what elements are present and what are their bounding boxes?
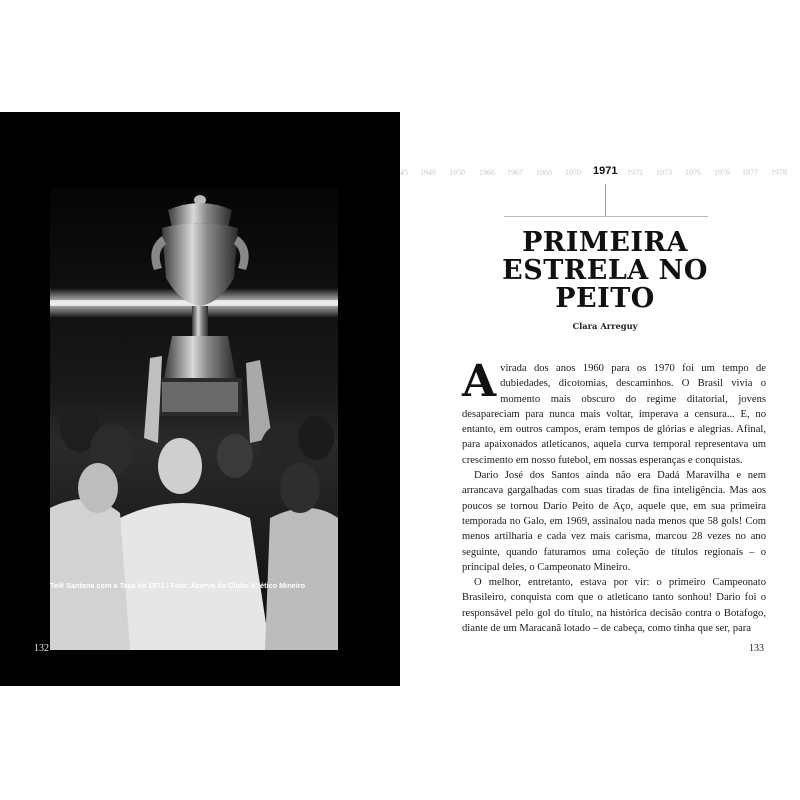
paragraph: Dario José dos Santos ainda não era Dadá Maravilha e nem arrancava gargalhadas com suas tiradas de fina inteligência. Mas aos poucos se tornou Dario Peito de Aço, aquele que, em sua primeira temporada no Galo, em 1969, assinalou nada menos que 58 gols! Com menos artilharia e cada vez mais carisma, marcou 28 vezes no ano seguinte, quando faturamos uma coleção de títulos regionais – o principal deles, o Campeonato Mineiro. [462,470,766,573]
headline-line: PEITO [555,283,655,314]
paragraph: O melhor, entretanto, estava por vir: o primeiro Campeonato Brasileiro, conquista com que o atleticano tanto sonhou! Dario foi o responsável pelo gol do título, na histórica decisão contra o Botafogo, diante de um Maracanã lotado – de cabeça, como tinha que ser, para [462,577,766,635]
article-headline [470,229,740,313]
timeline-year: 1973 [656,168,672,177]
timeline-year: 1950 [449,168,465,177]
drop-cap: A [462,356,497,407]
timeline-year: 45 [400,168,408,177]
timeline-year: 1978 [771,168,787,177]
headline-line: PRIMEIRA [522,227,688,258]
paragraph-text: virada dos anos 1960 para os 1970 foi um tempo de dubiedades, dicotomias, descaminhos. O Brasil vivia o momento mais obscuro do regime ditatorial, jovens desapareciam para nunca mais voltar, imperava a censura... E, no entanto, em outros campos, eram tempos de glórias e alegrias. Afinal, para apaixonados atleticanos, aquela curva temporal representava um crescimento em nosso futebol, em nossas esperanças e conquistas. [462,363,766,466]
headline-line: ESTRELA NO [502,255,708,286]
author-byline: Clara Arreguy [572,321,638,331]
timeline-year: 1966 [479,168,495,177]
left-page [0,112,400,686]
timeline-year: 1977 [742,168,758,177]
divider-rule [504,216,708,217]
paragraph [462,356,766,468]
timeline-year: 1968 [536,168,552,177]
timeline-year: 1967 [507,168,523,177]
page-number-left: 132 [34,643,49,654]
photo-caption: Telê Santana com a Taça de 1971 / Foto: Acervo do Clube Atlético Mineiro [50,581,306,590]
timeline-current-year: 1971 [593,165,618,177]
timeline-marker-line [605,184,606,216]
article-body [462,356,766,635]
timeline-year: 1970 [565,168,581,177]
timeline-year: 1949 [420,168,436,177]
timeline-year: 1972 [627,168,643,177]
timeline-year: 1976 [714,168,730,177]
timeline-year: 1976 [685,168,701,177]
page-number-right: 133 [749,643,764,654]
year-timeline [400,164,792,184]
